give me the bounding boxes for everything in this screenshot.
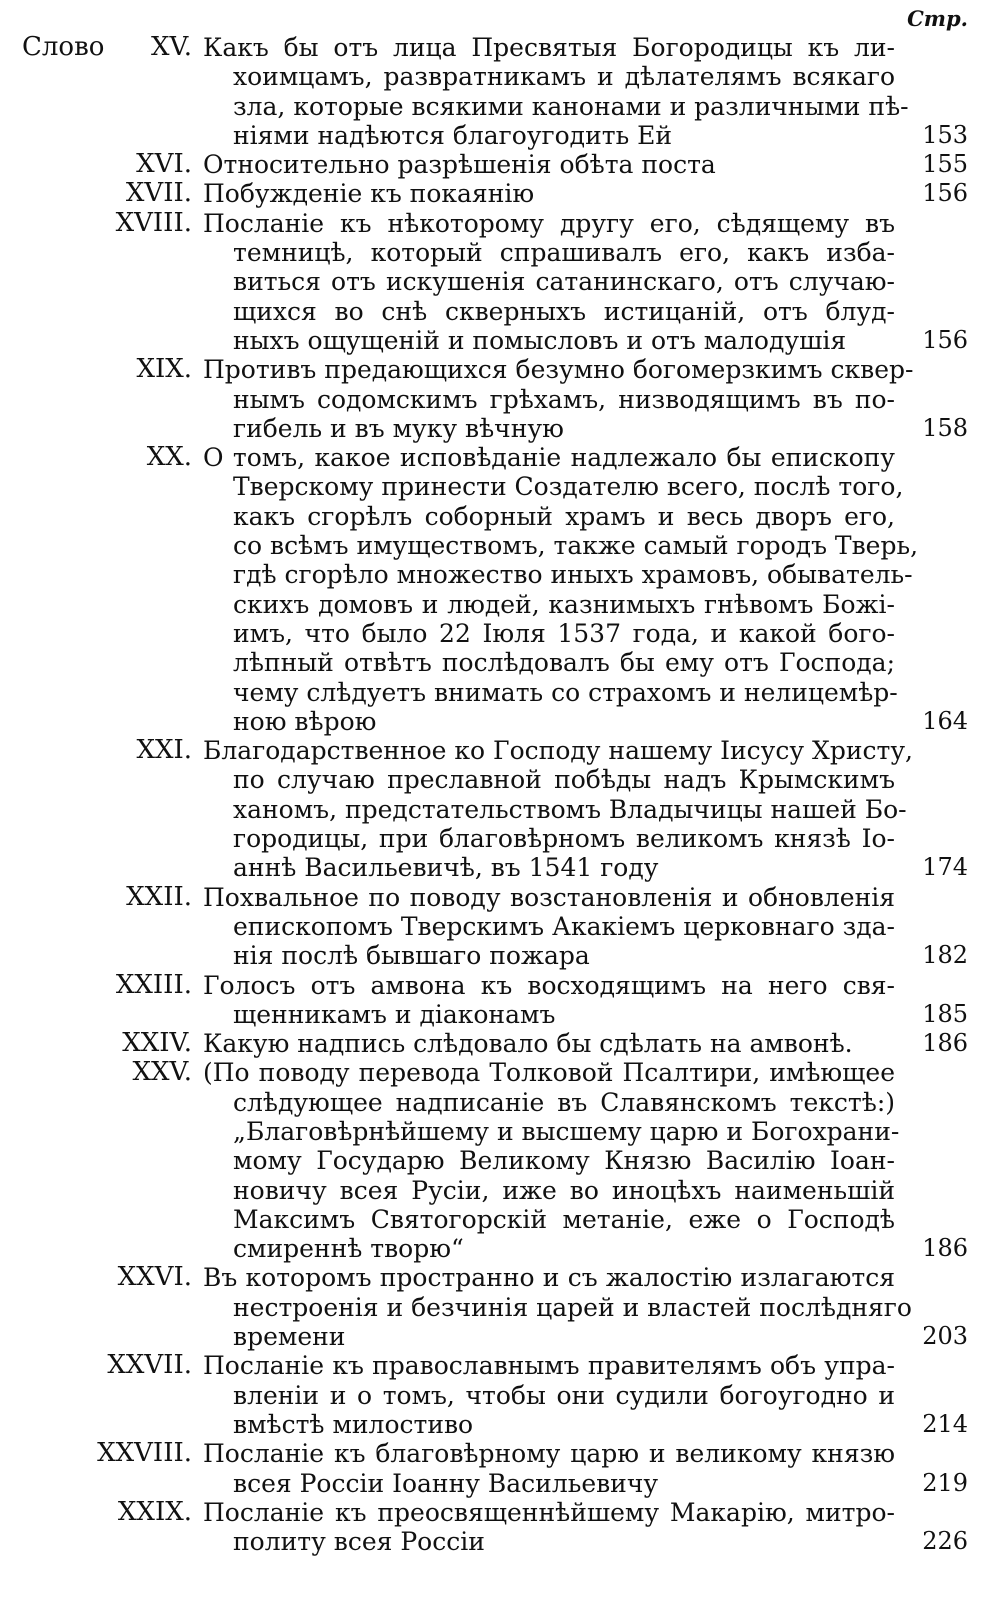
entry-roman-number: XVI. <box>136 149 192 180</box>
entry-roman-number: XV. <box>150 32 192 62</box>
entry-title-line: вмѣстѣ милостиво <box>233 1409 474 1439</box>
entry-title-line: Относительно разрѣшенія обѣта поста <box>203 150 716 180</box>
entry-title <box>203 33 909 150</box>
entry-page-number: 156 <box>922 325 968 354</box>
entry-title <box>203 443 919 736</box>
entry-title <box>203 1263 912 1352</box>
entry-page-number: 182 <box>922 941 968 970</box>
toc-entry <box>0 1498 988 1557</box>
entry-title-line: Посланіе къ православнымъ правителямъ объ упра- <box>203 1351 895 1381</box>
entry-roman-number: XXVII. <box>107 1350 192 1381</box>
entry-title-line: со всѣмъ имуществомъ, также самый городъ Тверь, <box>233 531 919 561</box>
entry-title-line: нія послѣ бывшаго пожара <box>233 941 590 971</box>
entry-title-line: нестроенія и безчинія царей и властей послѣдняго <box>233 1292 912 1322</box>
entry-title-line: Побужденіе къ покаянію <box>203 179 535 209</box>
entry-title <box>203 1439 895 1498</box>
entry-title-line: щенникамъ и діаконамъ <box>233 999 556 1029</box>
toc-entry <box>0 1058 988 1263</box>
entry-title-line: слѣдующее надписаніе въ Славянскомъ текстѣ:) <box>233 1087 895 1117</box>
entry-title-line: какъ сгорѣлъ соборный храмъ и весь дворъ его, <box>233 501 895 531</box>
entry-roman-number: XVIII. <box>115 207 192 238</box>
entry-title-line: Посланіе къ нѣкоторому другу его, сѣдящему въ <box>203 208 895 238</box>
entry-page-number: 219 <box>922 1468 968 1497</box>
entry-title-line: чему слѣдуетъ внимать со страхомъ и нелицемѣр- <box>233 677 898 707</box>
toc-entry <box>0 355 988 443</box>
entry-page-number: 155 <box>922 150 968 179</box>
entry-title-line: Въ которомъ пространно и съ жалостію излагаются <box>203 1263 895 1293</box>
entry-title-line: „Благовѣрнѣйшему и высшему царю и Богохрани- <box>233 1116 900 1146</box>
entry-page-number: 226 <box>922 1527 968 1556</box>
entry-title-line: Посланіе къ благовѣрному царю и великому князю <box>203 1439 895 1469</box>
entry-title-line: городицы, при благовѣрномъ великомъ князѣ Іо- <box>233 824 895 854</box>
entry-title <box>203 736 913 883</box>
entry-title-line: (По поводу перевода Толковой Псалтири, имѣющее <box>203 1058 895 1088</box>
entry-title-line: Голосъ отъ амвона къ восходящимъ на него свя- <box>203 970 895 1000</box>
entry-title-line: аннѣ Васильевичѣ, въ 1541 году <box>233 853 659 883</box>
toc-entry <box>0 1351 988 1439</box>
entry-title-line: ханомъ, предстательствомъ Владычицы нашей Бо- <box>233 794 907 824</box>
toc-entry <box>0 150 988 179</box>
entry-title-line: виться отъ искушенія сатанинскаго, отъ случаю- <box>233 267 895 297</box>
entry-title <box>203 1498 895 1557</box>
entry-title-line: политу всея Россіи <box>233 1527 485 1557</box>
entry-roman-number: XXI. <box>136 735 192 766</box>
slovo-label: Слово <box>22 32 105 62</box>
entry-title-line: О томъ, какое исповѣданіе надлежало бы епископу <box>203 443 895 473</box>
entry-title-line: гибель и въ муку вѣчную <box>233 413 564 443</box>
entry-title-line: Посланіе къ преосвященнѣйшему Макарію, митро- <box>203 1497 895 1527</box>
entry-roman-number: XXVI. <box>117 1262 192 1293</box>
entry-title-line: времени <box>233 1322 346 1352</box>
entry-title-line: хоимцамъ, развратникамъ и дѣлателямъ всякаго <box>233 62 895 92</box>
entry-page-number: 153 <box>922 120 968 149</box>
page-column-header: Стр. <box>907 6 968 31</box>
entry-title <box>203 1351 895 1439</box>
entry-title-line: щихся во снѣ скверныхъ истицаній, отъ блуд- <box>233 296 895 326</box>
entry-roman-number: XX. <box>146 442 192 473</box>
entry-title-line: темницѣ, который спрашивалъ его, какъ изба- <box>233 238 895 268</box>
entry-title <box>203 209 895 355</box>
entry-roman-number: XIX. <box>136 354 192 385</box>
entry-title-line: мому Государю Великому Князю Василію Іоан- <box>233 1146 895 1176</box>
toc-entry <box>0 1439 988 1498</box>
entry-roman-number: XVII. <box>125 178 192 209</box>
toc-entry <box>0 971 988 1030</box>
entry-title-line: зла, которые всякими канонами и различными пѣ- <box>233 91 909 121</box>
entry-title-line: Какую надпись слѣдовало бы сдѣлать на амвонѣ. <box>203 1029 853 1059</box>
entry-page-number: 203 <box>922 1322 968 1351</box>
entry-title-line: новичу всея Русіи, иже во иноцѣхъ наименьшій <box>233 1175 895 1205</box>
entry-title-line: скихъ домовъ и людей, казнимыхъ гнѣвомъ Божі- <box>233 589 895 619</box>
entry-page-number: 156 <box>922 179 968 208</box>
entry-roman-number: XXIV. <box>122 1028 192 1059</box>
entry-title <box>203 150 895 179</box>
entry-roman-number: XXIII. <box>115 969 192 1000</box>
entry-title <box>203 355 914 443</box>
entry-title-line: Похвальное по поводу возстановленія и обновленія <box>203 882 895 912</box>
entry-title-line: вленіи и о томъ, чтобы они судили богоугодно и <box>233 1380 895 1410</box>
toc-entry <box>0 883 988 971</box>
entry-title-line: имъ, что было 22 Іюля 1537 года, и какой бого- <box>233 618 895 648</box>
entry-title-line: Благодарственное ко Господу нашему Іисусу Христу, <box>203 736 913 766</box>
entry-title-line: ныхъ ощущеній и помысловъ и отъ малодушія <box>233 325 847 355</box>
entry-title <box>203 179 895 208</box>
toc-entry <box>0 179 988 208</box>
entry-title-line: Максимъ Святогорскій метаніе, еже о Господѣ <box>233 1204 895 1234</box>
toc-entry <box>0 736 988 882</box>
entry-page-number: 186 <box>922 1234 968 1263</box>
toc-entry <box>0 209 988 355</box>
entry-page-number: 174 <box>922 853 968 882</box>
entry-title-line: ніями надѣются благоугодить Ей <box>233 120 673 150</box>
entry-title <box>203 883 895 971</box>
entry-title <box>203 971 895 1030</box>
entry-roman-number: XXIX. <box>117 1496 192 1527</box>
entry-title-line: Какъ бы отъ лица Пресвятыя Богородицы къ ли- <box>203 33 895 62</box>
entry-title <box>203 1029 895 1058</box>
entry-title-line: Тверскому принести Создателю всего, послѣ того, <box>233 472 904 502</box>
entry-title-line: ною вѣрою <box>233 706 377 736</box>
entry-title-line: Противъ предающихся безумно богомерзкимъ сквер- <box>203 355 914 385</box>
entry-roman-number: XXV. <box>132 1057 192 1088</box>
entry-page-number: 186 <box>922 1029 968 1058</box>
toc-entry <box>0 1029 988 1058</box>
entry-title-line: всея Россіи Іоанну Васильевичу <box>233 1468 659 1498</box>
entry-title-line: епископомъ Тверскимъ Акакіемъ церковнаго зда- <box>233 911 895 941</box>
entry-title-line: гдѣ сгорѣло множество иныхъ храмовъ, обыватель- <box>233 560 913 590</box>
entry-page-number: 185 <box>922 999 968 1028</box>
entry-title-line: нымъ содомскимъ грѣхамъ, низводящимъ въ по- <box>233 384 895 414</box>
entry-title-line: лѣпный отвѣтъ послѣдовалъ бы ему отъ Господа; <box>233 648 895 678</box>
toc-entry <box>0 443 988 736</box>
entry-page-number: 214 <box>922 1409 968 1438</box>
table-of-contents <box>0 33 988 1556</box>
entry-roman-number: XXII. <box>126 881 192 912</box>
toc-entry <box>0 33 988 150</box>
toc-entry <box>0 1263 988 1351</box>
entry-page-number: 164 <box>922 706 968 735</box>
entry-title-line: смиреннѣ творю“ <box>233 1234 464 1264</box>
entry-title-line: по случаю преславной побѣды надъ Крымскимъ <box>233 765 895 795</box>
entry-page-number: 158 <box>922 413 968 442</box>
entry-roman-number: XXVIII. <box>97 1438 192 1469</box>
entry-title <box>203 1058 900 1264</box>
